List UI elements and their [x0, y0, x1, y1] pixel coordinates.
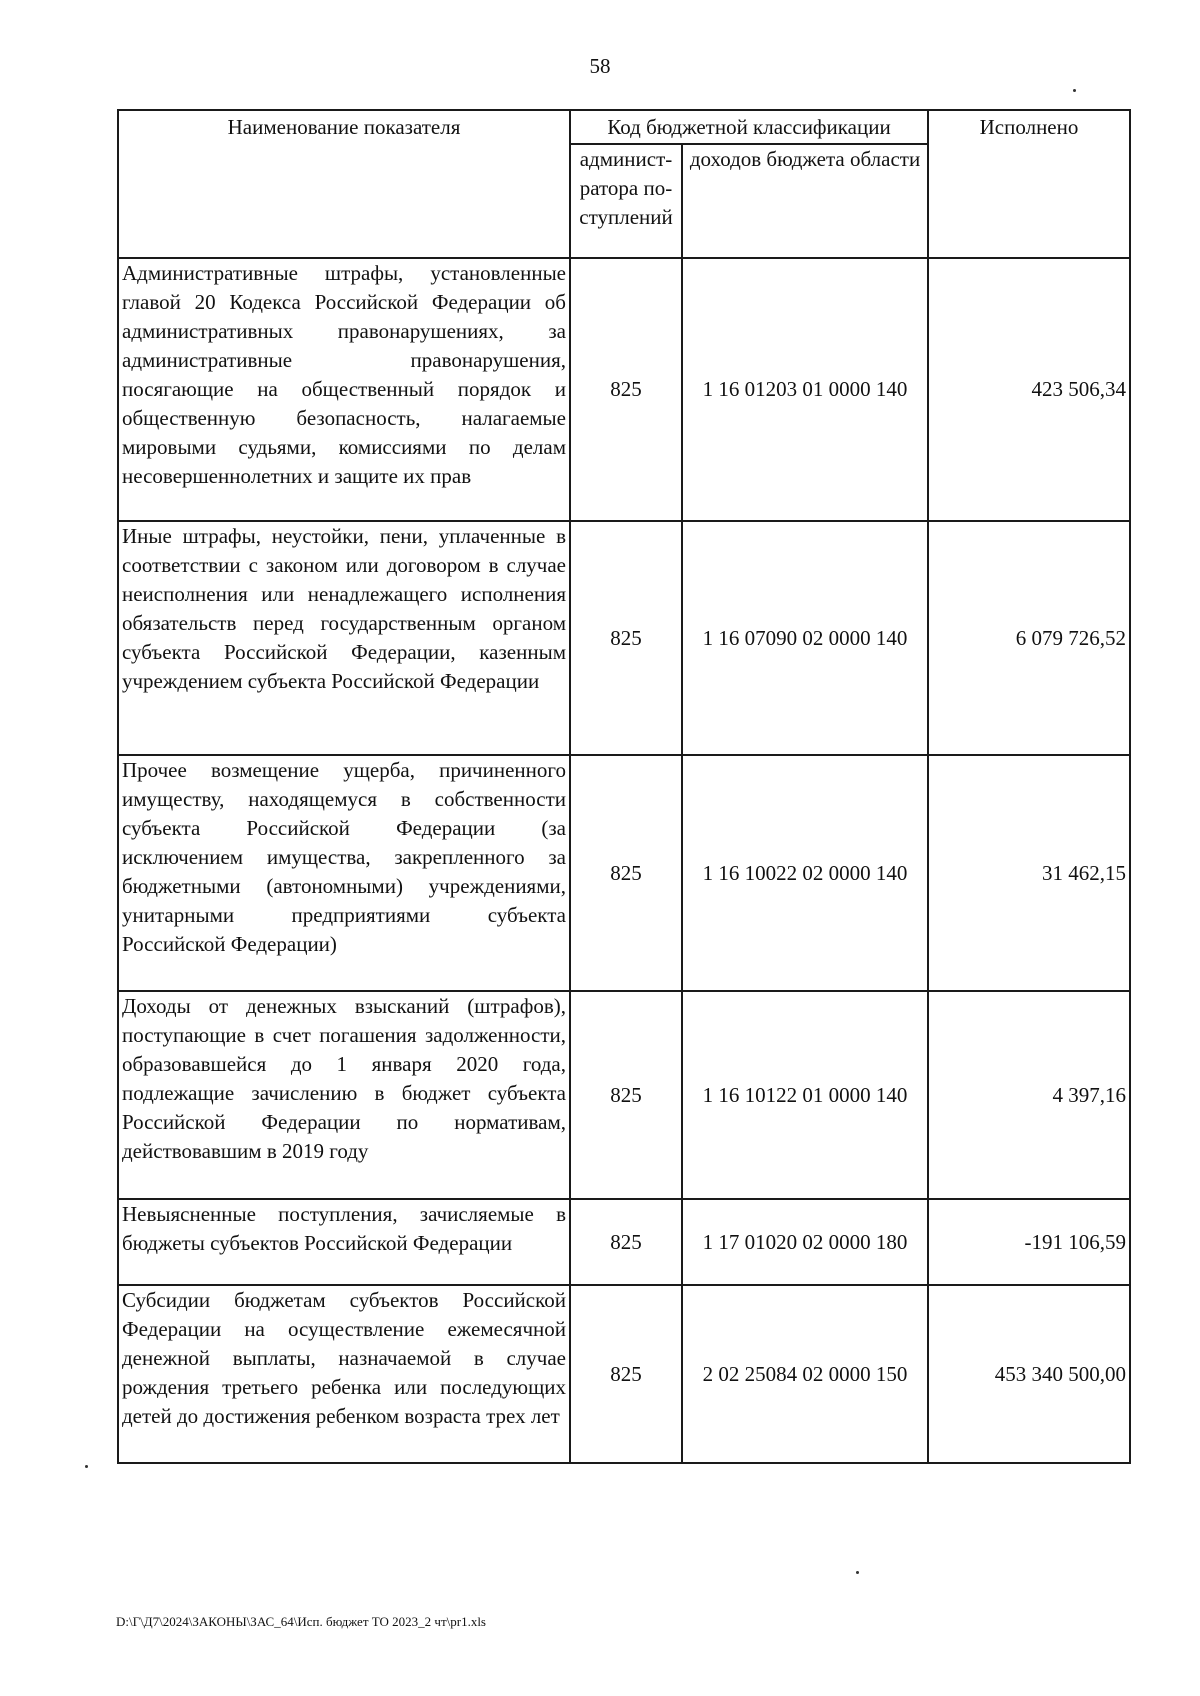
row-admin-code: 825 — [570, 991, 682, 1199]
table-row — [118, 1285, 1130, 1463]
page-number: 58 — [589, 54, 611, 78]
table-row — [118, 991, 1130, 1199]
table-header-row — [118, 110, 1130, 144]
row-admin-code: 825 — [570, 755, 682, 991]
scan-speck — [1073, 89, 1076, 92]
scan-speck — [85, 1465, 88, 1468]
header-executed: Исполнено — [928, 110, 1130, 258]
row-revenue-code: 1 17 01020 02 0000 180 — [682, 1199, 928, 1285]
row-indicator-name: Субсидии бюджетам субъектов Российской Федерации на осуществление ежемесячной денежной выплаты, назначаемой в случае рождения третьего ребенка или последующих детей до достижения ребенком возраста трех лет — [118, 1285, 570, 1463]
row-indicator-name: Административные штрафы, установленные главой 20 Кодекса Российской Федерации об административных правонарушениях, за административные правонарушения, посягающие на общественный порядок и общественную безопасность, налагаемые мировыми судьями, комиссиями по делам несовершеннолетних и защите их прав — [118, 258, 570, 521]
row-admin-code: 825 — [570, 258, 682, 521]
row-executed-amount: 6 079 726,52 — [928, 521, 1130, 755]
row-revenue-code: 1 16 10022 02 0000 140 — [682, 755, 928, 991]
header-revenue-code: доходов бюджета области — [682, 144, 928, 258]
row-executed-amount: 4 397,16 — [928, 991, 1130, 1199]
row-indicator-name: Иные штрафы, неустойки, пени, уплаченные в соответствии с законом или договором в случае неисполнения или ненадлежащего исполнения обязательств перед государственным органом субъекта Российской Федерации, казенным учреждением субъекта Российской Федерации — [118, 521, 570, 755]
row-admin-code: 825 — [570, 1285, 682, 1463]
row-revenue-code: 1 16 07090 02 0000 140 — [682, 521, 928, 755]
table-row — [118, 521, 1130, 755]
row-executed-amount: -191 106,59 — [928, 1199, 1130, 1285]
row-admin-code: 825 — [570, 1199, 682, 1285]
table-row — [118, 755, 1130, 991]
row-executed-amount: 31 462,15 — [928, 755, 1130, 991]
table-row — [118, 258, 1130, 521]
row-executed-amount: 423 506,34 — [928, 258, 1130, 521]
row-admin-code: 825 — [570, 521, 682, 755]
budget-revenue-table — [117, 109, 1131, 1464]
table-row — [118, 1199, 1130, 1285]
scan-speck — [856, 1571, 859, 1574]
row-indicator-name: Невыясненные поступления, зачисляемые в бюджеты субъектов Российской Федерации — [118, 1199, 570, 1285]
row-revenue-code: 1 16 10122 01 0000 140 — [682, 991, 928, 1199]
row-revenue-code: 1 16 01203 01 0000 140 — [682, 258, 928, 521]
header-admin-code: админист-ратора по-ступлений — [570, 144, 682, 258]
footer-file-path: D:\Г\Д7\2024\ЗАКОНЫ\ЗАС_64\Исп. бюджет ТО 2023_2 чт\pr1.xls — [116, 1614, 486, 1629]
header-classification-code: Код бюджетной классификации — [570, 110, 928, 144]
row-executed-amount: 453 340 500,00 — [928, 1285, 1130, 1463]
row-indicator-name: Прочее возмещение ущерба, причиненного имуществу, находящемуся в собственности субъекта Российской Федерации (за исключением имущества, закрепленного за бюджетными (автономными) учреждениями, унитарными предприятиями субъекта Российской Федерации) — [118, 755, 570, 991]
row-indicator-name: Доходы от денежных взысканий (штрафов), поступающие в счет погашения задолженности, образовавшейся до 1 января 2020 года, подлежащие зачислению в бюджет субъекта Российской Федерации по нормативам, действовавшим в 2019 году — [118, 991, 570, 1199]
header-indicator-name: Наименование показателя — [118, 110, 570, 258]
row-revenue-code: 2 02 25084 02 0000 150 — [682, 1285, 928, 1463]
